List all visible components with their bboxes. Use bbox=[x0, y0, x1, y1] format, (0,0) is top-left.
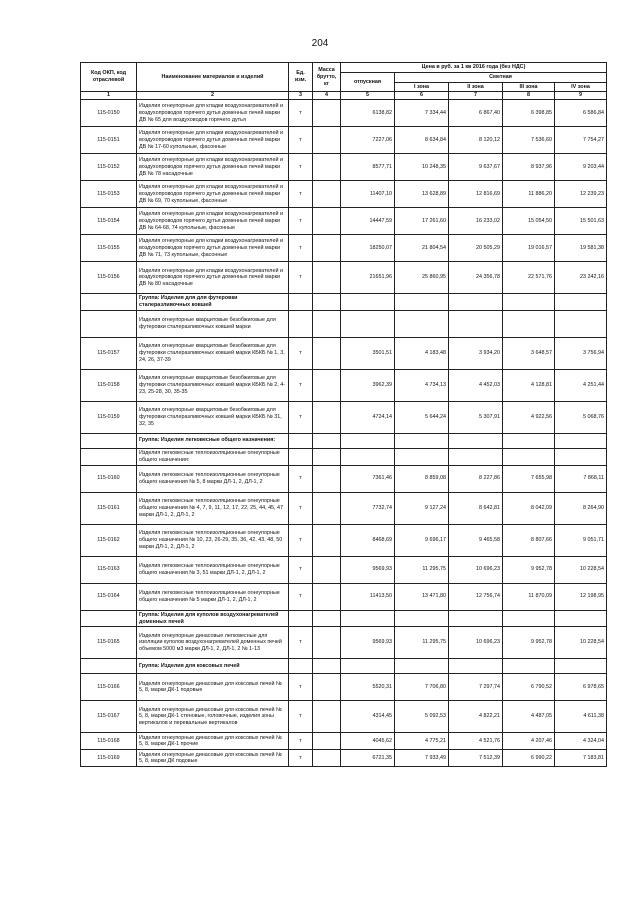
header-estimated: Сметная bbox=[395, 72, 607, 82]
cell-code: 115-0155 bbox=[81, 235, 137, 262]
table-row bbox=[81, 701, 607, 733]
cell-code: 115-0160 bbox=[81, 465, 137, 492]
page-number: 204 bbox=[311, 38, 329, 49]
cell-name: Изделия огнеупорные для кладки воздухонагревателей и воздухопроводов горячего дутья доменных печей марки ДВ № 17-60 купольные, фасонные bbox=[137, 127, 289, 154]
cell-zone4-price: 6 978,65 bbox=[555, 674, 607, 701]
cell-unit: т bbox=[289, 208, 313, 235]
cell-unit: т bbox=[289, 733, 313, 750]
cell-zone4-price: 3 756,94 bbox=[555, 337, 607, 369]
cell-code: 115-0156 bbox=[81, 262, 137, 294]
cell-unit bbox=[289, 310, 313, 337]
table-row bbox=[81, 627, 607, 659]
cell-code: 115-0151 bbox=[81, 127, 137, 154]
cell-zone1-price bbox=[395, 433, 449, 448]
cell-name: Изделия огнеупорные динасовые для коксовых печей № 5, 8, марки ДК-1 подовые bbox=[137, 674, 289, 701]
cell-name: Изделия огнеупорные для кладки воздухонагревателей и воздухопроводов горячего дутья доменных печей марки ДВ № 64-68, 74 купольные, фасонные bbox=[137, 208, 289, 235]
cell-zone4-price: 9 051,71 bbox=[555, 524, 607, 556]
cell-zone4-price: 12 239,23 bbox=[555, 181, 607, 208]
cell-name: Группа: Изделия для коксовых печей bbox=[137, 659, 289, 674]
cell-code: 115-0166 bbox=[81, 674, 137, 701]
cell-name: Группа: Изделия легковесные общего назначения: bbox=[137, 433, 289, 448]
cell-unit: т bbox=[289, 369, 313, 401]
cell-code: 115-0164 bbox=[81, 583, 137, 610]
cell-release-price: 6721,35 bbox=[341, 750, 395, 767]
cell-zone1-price: 7 933,49 bbox=[395, 750, 449, 767]
cell-zone3-price: 8 042,09 bbox=[503, 492, 555, 524]
cell-code: 115-0152 bbox=[81, 154, 137, 181]
cell-zone1-price bbox=[395, 310, 449, 337]
cell-mass bbox=[313, 433, 341, 448]
cell-zone4-price: 7 754,27 bbox=[555, 127, 607, 154]
cell-release-price: 7361,46 bbox=[341, 465, 395, 492]
table-row bbox=[81, 750, 607, 767]
cell-unit: т bbox=[289, 465, 313, 492]
cell-zone3-price: 11 870,09 bbox=[503, 583, 555, 610]
cell-zone1-price: 4 775,21 bbox=[395, 733, 449, 750]
cell-zone3-price bbox=[503, 433, 555, 448]
cell-release-price: 4045,62 bbox=[341, 733, 395, 750]
header-zone4: IV зона bbox=[555, 82, 607, 92]
cell-mass bbox=[313, 674, 341, 701]
price-table bbox=[80, 62, 607, 767]
cell-name: Изделия легковесные теплоизоляционные огнеупорные общего назначения № 5 марки ДЛ-1, 2, ДЛ-1, 2 bbox=[137, 583, 289, 610]
cell-code: 115-0161 bbox=[81, 492, 137, 524]
cell-unit: т bbox=[289, 701, 313, 733]
cell-mass bbox=[313, 701, 341, 733]
cell-mass bbox=[313, 448, 341, 465]
cell-zone1-price bbox=[395, 294, 449, 311]
cell-zone2-price bbox=[449, 433, 503, 448]
table-row bbox=[81, 401, 607, 433]
cell-code: 115-0157 bbox=[81, 337, 137, 369]
cell-release-price: 4724,14 bbox=[341, 401, 395, 433]
cell-mass bbox=[313, 181, 341, 208]
cell-release-price bbox=[341, 294, 395, 311]
cell-name: Изделия огнеупорные динасовые для коксовых печей № 5, 8, марки ДК-1 прочие bbox=[137, 733, 289, 750]
cell-unit bbox=[289, 448, 313, 465]
cell-unit: т bbox=[289, 154, 313, 181]
table-row bbox=[81, 583, 607, 610]
cell-release-price: 3962,39 bbox=[341, 369, 395, 401]
cell-zone2-price bbox=[449, 659, 503, 674]
table-row bbox=[81, 556, 607, 583]
cell-code: 115-0167 bbox=[81, 701, 137, 733]
cell-zone3-price: 4 128,81 bbox=[503, 369, 555, 401]
cell-zone3-price: 7 536,60 bbox=[503, 127, 555, 154]
cell-zone4-price bbox=[555, 659, 607, 674]
cell-zone1-price: 13 628,89 bbox=[395, 181, 449, 208]
cell-zone2-price: 16 233,02 bbox=[449, 208, 503, 235]
cell-zone3-price bbox=[503, 659, 555, 674]
cell-zone4-price: 10 228,54 bbox=[555, 556, 607, 583]
cell-name: Изделия легковесные теплоизоляционные огнеупорные общего назначения № 10, 23, 26-29, 35, 36, 42, 43, 48, 50 марки ДЛ-1, 2, ДЛ-1, 2 bbox=[137, 524, 289, 556]
cell-mass bbox=[313, 100, 341, 127]
cell-code: 115-0165 bbox=[81, 627, 137, 659]
cell-unit: т bbox=[289, 337, 313, 369]
cell-zone4-price: 15 501,63 bbox=[555, 208, 607, 235]
cell-code: 115-0159 bbox=[81, 401, 137, 433]
table-row bbox=[81, 465, 607, 492]
cell-zone3-price bbox=[503, 294, 555, 311]
column-number: 3 bbox=[289, 92, 313, 100]
cell-zone3-price: 9 952,78 bbox=[503, 556, 555, 583]
cell-zone3-price: 6 990,22 bbox=[503, 750, 555, 767]
cell-zone1-price: 9 696,17 bbox=[395, 524, 449, 556]
cell-zone2-price: 7 512,39 bbox=[449, 750, 503, 767]
cell-zone4-price: 9 203,44 bbox=[555, 154, 607, 181]
cell-name: Изделия легковесные теплоизоляционные огнеупорные общего назначения № 4, 7, 9, 11, 12, 17, 22, 25, 44, 45, 47 марки ДЛ-1, 2, ДЛ-1, 2 bbox=[137, 492, 289, 524]
column-number: 1 bbox=[81, 92, 137, 100]
cell-name: Изделия легковесные теплоизоляционные огнеупорные общего назначения: bbox=[137, 448, 289, 465]
cell-code: 115-0162 bbox=[81, 524, 137, 556]
cell-mass bbox=[313, 659, 341, 674]
cell-zone3-price: 4 487,05 bbox=[503, 701, 555, 733]
cell-zone2-price: 8 120,12 bbox=[449, 127, 503, 154]
cell-zone2-price: 9 465,58 bbox=[449, 524, 503, 556]
cell-zone2-price: 4 452,03 bbox=[449, 369, 503, 401]
header-price-group: Цена в руб. за 1 кв 2016 года (без НДС) bbox=[341, 63, 607, 73]
cell-unit: т bbox=[289, 492, 313, 524]
cell-mass bbox=[313, 583, 341, 610]
cell-zone4-price: 4 251,44 bbox=[555, 369, 607, 401]
cell-zone1-price: 11 295,75 bbox=[395, 627, 449, 659]
column-number-row bbox=[81, 92, 607, 100]
cell-zone4-price: 6 586,84 bbox=[555, 100, 607, 127]
cell-mass bbox=[313, 337, 341, 369]
cell-zone2-price bbox=[449, 610, 503, 627]
cell-zone2-price bbox=[449, 310, 503, 337]
cell-release-price: 8468,69 bbox=[341, 524, 395, 556]
group-header-row bbox=[81, 294, 607, 311]
cell-mass bbox=[313, 154, 341, 181]
column-number: 8 bbox=[503, 92, 555, 100]
column-number: 2 bbox=[137, 92, 289, 100]
cell-zone1-price: 7 706,80 bbox=[395, 674, 449, 701]
cell-zone4-price: 19 581,38 bbox=[555, 235, 607, 262]
cell-unit: т bbox=[289, 262, 313, 294]
cell-name: Изделия легковесные теплоизоляционные огнеупорные общего назначения № 5, 8 марки ДЛ-1, 2, ДЛ-1, 2 bbox=[137, 465, 289, 492]
cell-name: Изделия огнеупорные для кладки воздухонагревателей и воздухопроводов горячего дутья доменных печей марки ДВ № 69, 70 купольные, фасонные bbox=[137, 181, 289, 208]
cell-unit bbox=[289, 433, 313, 448]
cell-release-price: 14447,59 bbox=[341, 208, 395, 235]
cell-zone1-price: 21 804,54 bbox=[395, 235, 449, 262]
cell-zone2-price: 8 227,86 bbox=[449, 465, 503, 492]
header-zone2: II зона bbox=[449, 82, 503, 92]
cell-release-price: 7227,06 bbox=[341, 127, 395, 154]
table-body bbox=[81, 100, 607, 767]
cell-zone2-price bbox=[449, 448, 503, 465]
cell-name: Изделия огнеупорные динасовые легковесные для изоляции куполов воздухонагревателей доменных печей объемом 5000 м3 марки ДЛ-1, 2, ДЛ-1, 2 № 1-13 bbox=[137, 627, 289, 659]
header-name: Наименование материалов и изделий bbox=[137, 63, 289, 92]
cell-zone2-price: 4 822,21 bbox=[449, 701, 503, 733]
cell-zone1-price: 8 859,08 bbox=[395, 465, 449, 492]
cell-zone1-price: 8 634,84 bbox=[395, 127, 449, 154]
cell-name: Изделия огнеупорные для кладки воздухонагревателей и воздухопроводов горячего дутья доменных печей марки ДВ № 65 для воздуховодов горячего дутья bbox=[137, 100, 289, 127]
cell-zone3-price: 7 655,98 bbox=[503, 465, 555, 492]
cell-zone4-price bbox=[555, 433, 607, 448]
cell-zone1-price: 4 183,48 bbox=[395, 337, 449, 369]
cell-zone3-price: 8 807,66 bbox=[503, 524, 555, 556]
cell-zone2-price: 10 696,23 bbox=[449, 556, 503, 583]
cell-name: Изделия огнеупорные кварцитовые безобжиговые для футеровки сталеразливочных ковшей марки КБКБ № 2, 4-23, 25-28, 30, 35-35 bbox=[137, 369, 289, 401]
cell-unit: т bbox=[289, 583, 313, 610]
header-mass: Масса брутто, кг bbox=[313, 63, 341, 92]
column-number: 7 bbox=[449, 92, 503, 100]
cell-zone3-price: 4 922,56 bbox=[503, 401, 555, 433]
cell-code: 115-0158 bbox=[81, 369, 137, 401]
cell-mass bbox=[313, 294, 341, 311]
cell-unit bbox=[289, 610, 313, 627]
cell-release-price: 9569,93 bbox=[341, 627, 395, 659]
cell-mass bbox=[313, 208, 341, 235]
cell-zone2-price: 12 816,69 bbox=[449, 181, 503, 208]
column-number: 4 bbox=[313, 92, 341, 100]
header-unit: Ед. изм. bbox=[289, 63, 313, 92]
cell-zone1-price bbox=[395, 659, 449, 674]
cell-release-price: 18250,07 bbox=[341, 235, 395, 262]
cell-code: 115-0150 bbox=[81, 100, 137, 127]
cell-mass bbox=[313, 310, 341, 337]
cell-zone4-price bbox=[555, 294, 607, 311]
cell-mass bbox=[313, 750, 341, 767]
cell-name: Изделия огнеупорные кварцитовые безобжиговые для футеровки сталеразливочных ковшей марки КБКБ № 31, 32, 35 bbox=[137, 401, 289, 433]
table-row bbox=[81, 154, 607, 181]
cell-zone1-price: 10 248,35 bbox=[395, 154, 449, 181]
column-number: 9 bbox=[555, 92, 607, 100]
cell-zone1-price: 9 127,24 bbox=[395, 492, 449, 524]
cell-code bbox=[81, 448, 137, 465]
cell-name: Изделия огнеупорные динасовые для коксовых печей № 5, 8, марки ДК-1 стеновые, головочные, изделия зоны вертикалов и перевальные вертикалов bbox=[137, 701, 289, 733]
cell-unit: т bbox=[289, 127, 313, 154]
cell-zone4-price: 23 242,16 bbox=[555, 262, 607, 294]
cell-code bbox=[81, 294, 137, 311]
cell-name: Группа: Изделия для для футеровки сталеразливочных ковшей bbox=[137, 294, 289, 311]
cell-mass bbox=[313, 627, 341, 659]
cell-release-price: 21651,96 bbox=[341, 262, 395, 294]
cell-zone1-price: 25 860,95 bbox=[395, 262, 449, 294]
cell-mass bbox=[313, 610, 341, 627]
table-row bbox=[81, 310, 607, 337]
cell-unit: т bbox=[289, 524, 313, 556]
cell-release-price: 8577,71 bbox=[341, 154, 395, 181]
cell-zone2-price: 7 297,74 bbox=[449, 674, 503, 701]
table-row bbox=[81, 181, 607, 208]
cell-zone2-price: 5 307,91 bbox=[449, 401, 503, 433]
header-release: отпускная bbox=[341, 72, 395, 92]
cell-zone2-price: 8 642,81 bbox=[449, 492, 503, 524]
table-row bbox=[81, 127, 607, 154]
cell-code bbox=[81, 659, 137, 674]
cell-mass bbox=[313, 127, 341, 154]
header-zone3: III зона bbox=[503, 82, 555, 92]
cell-release-price: 5520,31 bbox=[341, 674, 395, 701]
cell-zone3-price: 19 016,57 bbox=[503, 235, 555, 262]
cell-zone2-price: 9 637,67 bbox=[449, 154, 503, 181]
cell-zone2-price: 12 756,74 bbox=[449, 583, 503, 610]
cell-mass bbox=[313, 492, 341, 524]
cell-code: 115-0169 bbox=[81, 750, 137, 767]
cell-zone3-price: 11 886,20 bbox=[503, 181, 555, 208]
cell-name: Изделия огнеупорные кварцитовые безобжиговые для футеровки сталеразливочных ковшей марки bbox=[137, 310, 289, 337]
cell-mass bbox=[313, 556, 341, 583]
header-code: Код ОКП, код отраслевой bbox=[81, 63, 137, 92]
cell-release-price bbox=[341, 659, 395, 674]
cell-zone1-price: 11 295,75 bbox=[395, 556, 449, 583]
cell-zone3-price bbox=[503, 448, 555, 465]
cell-zone2-price: 6 867,40 bbox=[449, 100, 503, 127]
cell-name: Изделия огнеупорные кварцитовые безобжиговые для футеровки сталеразливочных ковшей марки КБКБ № 1, 3, 24, 26, 37-39 bbox=[137, 337, 289, 369]
cell-mass bbox=[313, 369, 341, 401]
column-number: 6 bbox=[395, 92, 449, 100]
cell-code bbox=[81, 310, 137, 337]
cell-mass bbox=[313, 465, 341, 492]
table-row bbox=[81, 235, 607, 262]
cell-zone3-price: 6 398,85 bbox=[503, 100, 555, 127]
cell-zone3-price: 15 054,50 bbox=[503, 208, 555, 235]
cell-zone4-price bbox=[555, 448, 607, 465]
cell-code bbox=[81, 433, 137, 448]
cell-code: 115-0154 bbox=[81, 208, 137, 235]
cell-zone4-price: 4 611,38 bbox=[555, 701, 607, 733]
cell-unit bbox=[289, 659, 313, 674]
cell-unit: т bbox=[289, 556, 313, 583]
cell-zone1-price: 7 334,44 bbox=[395, 100, 449, 127]
cell-zone4-price: 12 198,95 bbox=[555, 583, 607, 610]
cell-release-price bbox=[341, 433, 395, 448]
cell-release-price: 7732,74 bbox=[341, 492, 395, 524]
cell-unit: т bbox=[289, 674, 313, 701]
cell-release-price: 9569,93 bbox=[341, 556, 395, 583]
cell-zone3-price: 8 937,96 bbox=[503, 154, 555, 181]
cell-mass bbox=[313, 524, 341, 556]
cell-release-price bbox=[341, 448, 395, 465]
header-zone1: I зона bbox=[395, 82, 449, 92]
cell-zone3-price bbox=[503, 610, 555, 627]
table-row bbox=[81, 337, 607, 369]
cell-name: Изделия огнеупорные для кладки воздухонагревателей и воздухопроводов горячего дутья доменных печей марки ДВ № 80 насадочные bbox=[137, 262, 289, 294]
cell-unit bbox=[289, 294, 313, 311]
group-header-row bbox=[81, 610, 607, 627]
cell-unit: т bbox=[289, 401, 313, 433]
cell-zone4-price: 7 183,81 bbox=[555, 750, 607, 767]
table-row bbox=[81, 524, 607, 556]
cell-zone1-price: 17 261,60 bbox=[395, 208, 449, 235]
column-number: 5 bbox=[341, 92, 395, 100]
cell-mass bbox=[313, 401, 341, 433]
cell-release-price: 11407,10 bbox=[341, 181, 395, 208]
cell-zone4-price: 5 068,76 bbox=[555, 401, 607, 433]
cell-unit: т bbox=[289, 235, 313, 262]
cell-name: Изделия легковесные теплоизоляционные огнеупорные общего назначения № 3, 51 марки ДЛ-1, 2, ДЛ-1, 2 bbox=[137, 556, 289, 583]
cell-zone4-price: 8 264,90 bbox=[555, 492, 607, 524]
cell-zone1-price: 5 092,53 bbox=[395, 701, 449, 733]
cell-code bbox=[81, 610, 137, 627]
cell-release-price: 3501,51 bbox=[341, 337, 395, 369]
cell-zone3-price: 3 648,57 bbox=[503, 337, 555, 369]
cell-zone1-price bbox=[395, 448, 449, 465]
cell-zone2-price: 4 521,76 bbox=[449, 733, 503, 750]
cell-name: Изделия огнеупорные динасовые для коксовых печей № 5, 8, марки ДК подовые bbox=[137, 750, 289, 767]
table-row bbox=[81, 208, 607, 235]
cell-zone3-price: 9 952,78 bbox=[503, 627, 555, 659]
table-row bbox=[81, 674, 607, 701]
cell-zone4-price bbox=[555, 310, 607, 337]
cell-name: Группа: Изделия для куполов воздухонагревателей доменных печей bbox=[137, 610, 289, 627]
cell-release-price: 11413,50 bbox=[341, 583, 395, 610]
cell-zone1-price bbox=[395, 610, 449, 627]
cell-zone4-price: 7 868,11 bbox=[555, 465, 607, 492]
cell-mass bbox=[313, 262, 341, 294]
cell-release-price: 4314,45 bbox=[341, 701, 395, 733]
cell-code: 115-0163 bbox=[81, 556, 137, 583]
cell-release-price: 6138,82 bbox=[341, 100, 395, 127]
cell-zone1-price: 4 734,13 bbox=[395, 369, 449, 401]
cell-mass bbox=[313, 235, 341, 262]
cell-zone3-price: 4 207,46 bbox=[503, 733, 555, 750]
cell-zone2-price: 24 356,78 bbox=[449, 262, 503, 294]
cell-unit: т bbox=[289, 181, 313, 208]
cell-unit: т bbox=[289, 100, 313, 127]
cell-release-price bbox=[341, 610, 395, 627]
cell-mass bbox=[313, 733, 341, 750]
cell-zone2-price: 10 696,23 bbox=[449, 627, 503, 659]
cell-zone4-price bbox=[555, 610, 607, 627]
table-row bbox=[81, 492, 607, 524]
cell-code: 115-0153 bbox=[81, 181, 137, 208]
cell-zone3-price: 6 790,52 bbox=[503, 674, 555, 701]
cell-zone2-price: 20 505,29 bbox=[449, 235, 503, 262]
cell-unit: т bbox=[289, 750, 313, 767]
table-row bbox=[81, 369, 607, 401]
cell-name: Изделия огнеупорные для кладки воздухонагревателей и воздухопроводов горячего дутья доменных печей марки ДВ № 71, 73 купольные, фасонные bbox=[137, 235, 289, 262]
group-header-row bbox=[81, 659, 607, 674]
table-row bbox=[81, 733, 607, 750]
cell-zone3-price bbox=[503, 310, 555, 337]
group-header-row bbox=[81, 433, 607, 448]
cell-zone1-price: 13 471,80 bbox=[395, 583, 449, 610]
cell-release-price bbox=[341, 310, 395, 337]
cell-name: Изделия огнеупорные для кладки воздухонагревателей и воздухопроводов горячего дутья доменных печей марки ДВ № 78 насадочные bbox=[137, 154, 289, 181]
table-row bbox=[81, 100, 607, 127]
cell-zone3-price: 22 571,76 bbox=[503, 262, 555, 294]
cell-zone2-price bbox=[449, 294, 503, 311]
table-row bbox=[81, 448, 607, 465]
cell-zone1-price: 5 644,24 bbox=[395, 401, 449, 433]
table-row bbox=[81, 262, 607, 294]
cell-unit: т bbox=[289, 627, 313, 659]
cell-code: 115-0168 bbox=[81, 733, 137, 750]
cell-zone2-price: 3 934,20 bbox=[449, 337, 503, 369]
cell-zone4-price: 10 228,54 bbox=[555, 627, 607, 659]
cell-zone4-price: 4 324,04 bbox=[555, 733, 607, 750]
